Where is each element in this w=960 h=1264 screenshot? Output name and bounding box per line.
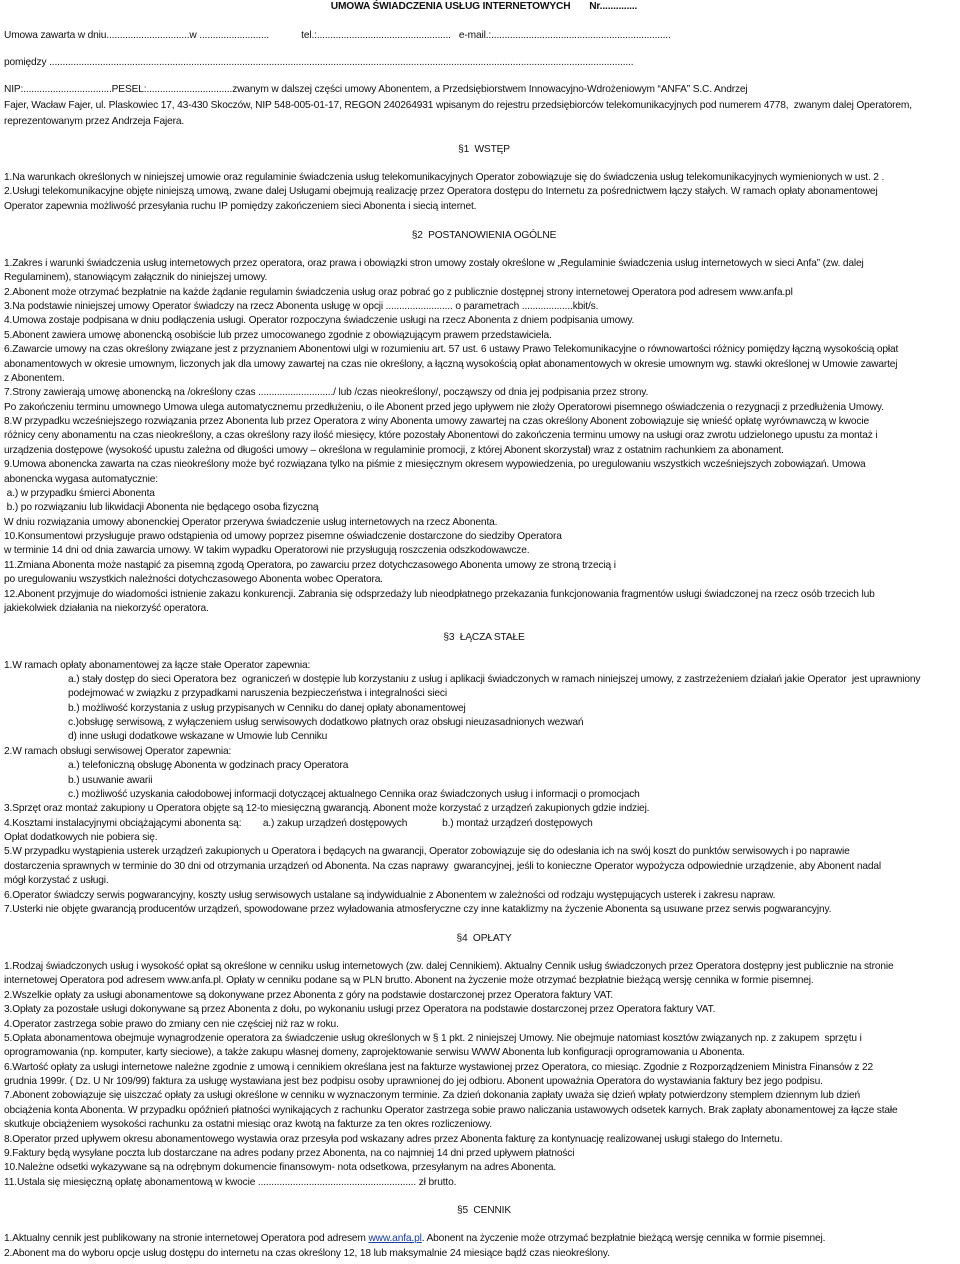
section-3-line: 5.W przypadku wystąpienia usterek urządzeń zakupionych u Operatora i będących na gwarancji, Operator zobowiązuje się do odesłania ich na swój koszt do punktów serwisowych i po naprawie — [4, 846, 850, 857]
section-2-line: abonencka wygasa automatycznie: — [4, 474, 158, 485]
section-1-heading: §1 WSTĘP — [458, 144, 510, 155]
section-4-line: 3.Opłaty za pozostałe usługi dokonywane są przez Abonenta z dołu, po wykonaniu usługi przez Operatora na podstawie dostarczonej przez Operatora faktury VAT. — [4, 1004, 716, 1015]
section-3-line: b.) możliwość korzystania z usług przypisanych w Cenniku do danej opłaty abonamentowej — [68, 703, 466, 714]
section-2-line: 10.Konsumentowi przysługuje prawo odstąpienia od umowy poprzez pisemne oświadczenie dostarczone do siedziby Operatora — [4, 531, 562, 542]
section-3-line: a.) telefoniczną obsługę Abonenta w godzinach pracy Operatora — [68, 760, 349, 771]
section-2-line: 2.Abonent może otrzymać bezpłatnie na każde żądanie regulamin świadczenia usług oraz pobrać go z publicznie dostępnej strony internetowej Operatora pod adresem www.anfa.pl — [4, 287, 793, 298]
section-2-line: 11.Zmiana Abonenta może nastąpić za pisemną zgodą Operatora, po zawarciu przez dotychczasowego Abonenta umowy ze stroną trzecią i — [4, 560, 616, 571]
section-2-line: 5.Abonent zawiera umowę abonencką osobiście lub przez umocowanego zgodnie z obowiązującym prawem przedstawiciela. — [4, 330, 552, 341]
section-3-line: d) inne usługi dodatkowe wskazane w Umowie lub Cenniku — [68, 731, 328, 742]
section-2-line: z Abonentem. — [4, 373, 65, 384]
document-title: UMOWA ŚWIADCZENIA USŁUG INTERNETOWYCH Nr.............. — [330, 1, 638, 12]
section-1-line: Operator zapewnia możliwość przesyłania ruchu IP pomiędzy zakończeniem sieci Abonenta i siecią internet. — [4, 201, 477, 212]
section-4-line: 4.Operator zastrzega sobie prawo do zmiany cen nie częściej niż raz w roku. — [4, 1019, 339, 1030]
section-4-line: obciążenia konta Abonenta. W przypadku opóźnień płatności wynikających z rachunku Operator zastrzega sobie prawo naliczania ustawowych odsetek karnych. Brak zapłaty abonamentowej za łącze stałe — [4, 1105, 898, 1116]
section-2-line: 1.Zakres i warunki świadczenia usług internetowych przez operatora, oraz prawa i obowiązki stron umowy zostały określone w „Regulaminie świadczenia usług internetowych w sieci Anfa” (zw. dalej — [4, 258, 864, 269]
section-3-line: dostarczenia sprawnych w terminie do 30 dni od otrzymania urządzeń od Abonenta. Na czas naprawy gwarancyjnej, jeśli to konieczne Operator wypożycza odpowiednie urządzenie, aby Abonent nadal — [4, 861, 882, 872]
section-4-line: grudnia 1999r. ( Dz. U Nr 109/99) faktura za usługę wystawiana jest bez podpisu osoby uprawnionej do jej odbioru. Abonent upoważnia Operatora do wystawiania faktury bez jego podpisu. — [4, 1076, 823, 1087]
section-2-line: 9.Umowa abonencka zawarta na czas nieokreślony może być rozwiązana tylko na piśmie z miesięcznym okresem wypowiedzenia, po uregulowaniu wszystkich wcześniejszych zobowiązań. Umowa — [4, 459, 866, 470]
section-2-line: 7.Strony zawierają umowę abonencką na /określony czas ............................/ lub /czas nieokreślony/, począwszy od dnia jej podpisania przez strony. — [4, 387, 649, 398]
section-2-heading: §2 POSTANOWIENIA OGÓLNE — [411, 230, 557, 241]
section-2-line: 4.Umowa zostaje podpisana w dniu podłączenia usługi. Operator rozpoczyna świadczenie usługi na rzecz Abonenta z dniem podpisania umowy. — [4, 315, 635, 326]
section-3-line: 7.Usterki nie objęte gwarancją producentów urządzeń, spowodowane przez wyładowania atmosferyczne czy inne kataklizmy na życzenie Abonenta są usuwane przez serwis pogwarancyjny. — [4, 904, 832, 915]
section-4-line: 1.Rodzaj świadczonych usług i wysokość opłat są określone w cenniku usług internetowych (zw. dalej Cennikiem). Aktualny Cennik usług świadczonych przez Operatora dostępny jest publicznie na stronie — [4, 961, 894, 972]
section-2-line: Po zakończeniu terminu umownego Umowa ulega automatycznemu przedłużeniu, o ile Abonent przed jego upływem nie złoży Operatorowi pisemnego oświadczenia o rezygnacji z przedłużenia Umowy. — [4, 402, 884, 413]
section-3-line: 3.Sprzęt oraz montaż zakupiony u Operatora objęte są 12-to miesięczną gwarancją. Abonent może korzystać z urządzeń zakupionych gdzie indziej. — [4, 803, 650, 814]
section-1-line: 2.Usługi telekomunikacyjne objęte niniejszą umową, zwane dalej Usługami obejmują realizację przez Operatora dostępu do Internetu za pośrednictwem łączy stałych. W ramach opłaty abonamentowej — [4, 186, 878, 197]
section-2-line: różnicy ceny abonamentu na czas nieokreślony, a czas określony razy ilość miesięcy, które pozostały Abonentowi do zakończenia terminu umowy na usługi oraz zwrotu udzielonego upustu za montaż i — [4, 430, 878, 441]
section-4-line: 5.Opłata abonamentowa obejmuje wynagrodzenie operatora za świadczenie usług określonych w § 1 pkt. 2 niniejszej Umowy. Nie obejmuje natomiast kosztów związanych np. z zakupem sprzętu i — [4, 1033, 862, 1044]
section-2-line: 6.Zawarcie umowy na czas określony związane jest z przyznaniem Abonentowi ulgi w rozumieniu art. 57 ust. 6 ustawy Prawo Telekomunikacyjne o równowartości różnicy pomiędzy łączną wysokością opłat — [4, 344, 899, 355]
section-3-line: 4.Kosztami instalacyjnymi obciążającymi abonenta są: a.) zakup urządzeń dostępowych b.) montaż urządzeń dostępowych — [4, 818, 593, 829]
section-2-line: w terminie 14 dni od dnia zawarcia umowy. W takim wypadku Operatorowi nie przysługują roszczenia odszkodowawcze. — [4, 545, 530, 556]
section-3-line: c.) możliwość uzyskania całodobowej informacji dotyczącej aktualnego Cennika oraz świadczonych usług i informacji o promocjach — [68, 789, 640, 800]
section-5-line-text: . Abonent na życzenie może otrzymać bezpłatnie bieżącą wersję cennika w formie pisemnej. — [421, 1233, 826, 1244]
section-3-line: 6.Operator świadczy serwis pogwarancyjny, koszty usług serwisowych ustalane są indywidualnie z Abonentem w zależności od rodzaju występujących usterek i zakresu napraw. — [4, 890, 776, 901]
section-2-line: 12.Abonent przyjmuje do wiadomości istnienie zakazu konkurencji. Zabrania się odsprzedaży lub nieodpłatnego przekazania funkcjonowania fragmentów usługi świadczonej na rzecz osób trzecich lub — [4, 589, 875, 600]
section-2-line: b.) po rozwiązaniu lub likwidacji Abonenta nie będącego osoba fizyczną — [4, 502, 319, 513]
section-3-heading: §3 ŁĄCZA STAŁE — [443, 632, 525, 643]
section-2-line: jakiekolwiek działania na niekorzyść operatora. — [4, 603, 209, 614]
section-2-line: po uregulowaniu wszystkich należności dotychczasowego Abonenta wobec Operatora. — [4, 574, 383, 585]
section-2-line: a.) w przypadku śmierci Abonenta — [4, 488, 155, 499]
section-3-line: 1.W ramach opłaty abonamentowej za łącze stałe Operator zapewnia: — [4, 660, 311, 671]
section-5-line-text: 1.Aktualny cennik jest publikowany na stronie internetowej Operatora pod adresem — [4, 1233, 369, 1244]
section-5-line: 2.Abonent ma do wyboru opcje usług dostępu do internetu na czas określony 12, 18 lub maksymalnie 24 miesiące bądź czas nieokreślony. — [4, 1248, 610, 1259]
section-2-line: abonamentowych w okresie umownym, liczonych jak dla umowy zawartej na czas nie określony, a łączną wysokością opłat abonamentowych w okresie umownym wg. stawki określonej w Umowie zawartej — [4, 359, 898, 370]
section-4-line: 7.Abonent zobowiązuje się uiszczać opłaty za usługi określone w cenniku w wyznaczonym terminie. Za dzień dokonania zapłaty uważa się dzień wpłaty potwierdzony stemplem dziennym lub dzień — [4, 1090, 861, 1101]
section-4-line: 9.Faktury będą wysyłane poczta lub dostarczane na adres podany przez Abonenta, na co najmniej 14 dni przed upływem płatności — [4, 1148, 575, 1159]
section-2-line: 8.W przypadku wcześniejszego rozwiązania przez Abonenta lub przez Operatora z winy Abonenta umowy zawartej na czas określony Abonent zobowiązuje się wnieść opłatę wyrównawczą w kwocie — [4, 416, 869, 427]
nip-pesel-line: NIP:.................................PESEL:................................zwanym w dalszej części umowy Abonentem, a Przedsiębiorstwem Innowacyjno-Wdrożeniowym “ANFA” S.C. Andrzej — [4, 84, 748, 95]
section-4-line: 8.Operator przed upływem okresu abonamentowego wystawia oraz przesyła pod wskazany adres przez Abonenta fakturę za kontynuację realizowanej usługi stałego do Internetu. — [4, 1134, 783, 1145]
section-2-line: Regulaminem), stanowiącym załącznik do niniejszej umowy. — [4, 272, 268, 283]
operator-representative-line: reprezentowanym przez Andrzeja Fajera. — [4, 116, 185, 127]
section-3-line: c.)obsługę serwisową, z wyłączeniem usług serwisowych dodatkowo płatnych oraz obsługi nieuzasadnionych wezwań — [68, 717, 584, 728]
contract-date-line: Umowa zawarta w dniu...............................w .......................... tel.:.................................................. e-mail.:................................................................... — [4, 30, 671, 41]
section-3-line: b.) usuwanie awarii — [68, 775, 153, 786]
parties-line: pomiędzy .......................................................................................................................................................................................................................... — [4, 57, 634, 68]
section-3-line: mógł korzystać z usługi. — [4, 875, 109, 886]
section-4-line: oprogramowania (np. komputer, karty sieciowe), a także zakupu własnej domeny, zaprojektowanie serwisu WWW Abonenta lub konfiguracji oprogramowania u Abonenta. — [4, 1047, 745, 1058]
section-4-line: internetowej Operatora pod adresem www.anfa.pl. Opłaty w cenniku podane są w PLN brutto. Abonent na życzenie może otrzymać bezpłatnie bieżącą wersję cennika w formie pisemnej. — [4, 975, 814, 986]
section-4-line: 11.Ustala się miesięczną opłatę abonamentową w kwocie ........................................................... zł brutto. — [4, 1177, 457, 1188]
anfa-website-link[interactable]: www.anfa.pl — [368, 1233, 422, 1244]
section-2-line: W dniu rozwiązania umowy abonenckiej Operator przerywa świadczenie usług internetowych na rzecz Abonenta. — [4, 517, 498, 528]
section-3-line: Opłat dodatkowych nie pobiera się. — [4, 832, 158, 843]
section-3-line: podejmować w związku z przypadkami naruszenia bezpieczeństwa i integralności sieci — [68, 688, 447, 699]
section-4-line: 6.Wartość opłaty za usługi internetowe należne zgodnie z umową i cennikiem określana jest na fakturze wystawionej przez Operatora, co miesiąc. Zgodnie z Rozporządzeniem Ministra Finansów z 22 — [4, 1062, 874, 1073]
section-2-line: urządzenia dostępowe (wysokość upustu zależna od długości umowy – określona w regulaminie promocji, z której Abonent skorzystał) wraz z ostatnim rachunkiem za abonament. — [4, 445, 784, 456]
section-3-line: a.) stały dostęp do sieci Operatora bez ograniczeń w dostępie lub korzystaniu z usług i aplikacji świadczonych w ramach niniejszej umowy, z zastrzeżeniem działań jakie Operator jest uprawniony — [68, 674, 921, 685]
section-4-line: 2.Wszelkie opłaty za usługi abonamentowe są dokonywane przez Abonenta z góry na podstawie dostarczonej przez Operatora faktury VAT. — [4, 990, 614, 1001]
operator-details-line: Fajer, Wacław Fajer, ul. Plaskowiec 17, 43-430 Skoczów, NIP 548-005-01-17, REGON 240264931 wpisanym do rejestru przedsiębiorców telekomunikacyjnych pod numerem 4778, zwanym dalej Operatorem, — [4, 100, 912, 111]
section-5-heading: §5 CENNIK — [457, 1205, 511, 1216]
section-5-line — [4, 1233, 825, 1246]
section-2-line: 3.Na podstawie niniejszej umowy Operator świadczy na rzecz Abonenta usługę w opcji ......................... o parametrach ...................kbit/s. — [4, 301, 599, 312]
section-3-line: 2.W ramach obsługi serwisowej Operator zapewnia: — [4, 746, 232, 757]
section-1-line: 1.Na warunkach określonych w niniejszej umowie oraz regulaminie świadczenia usług telekomunikacyjnych Operator zobowiązuje się do świadczenia usług telekomunikacyjnych wymienionych w ust. 2 . — [4, 172, 885, 183]
section-4-line: skutkuje obciążeniem wysokości rachunku za ostatni miesiąc oraz kwotą na fakturze za ten okres rozliczeniowy. — [4, 1119, 492, 1130]
section-4-heading: §4 OPŁATY — [456, 933, 512, 944]
section-4-line: 10.Należne odsetki wykazywane są na odrębnym dokumencie finansowym- nota odsetkowa, przesyłanym na adres Abonenta. — [4, 1162, 557, 1173]
